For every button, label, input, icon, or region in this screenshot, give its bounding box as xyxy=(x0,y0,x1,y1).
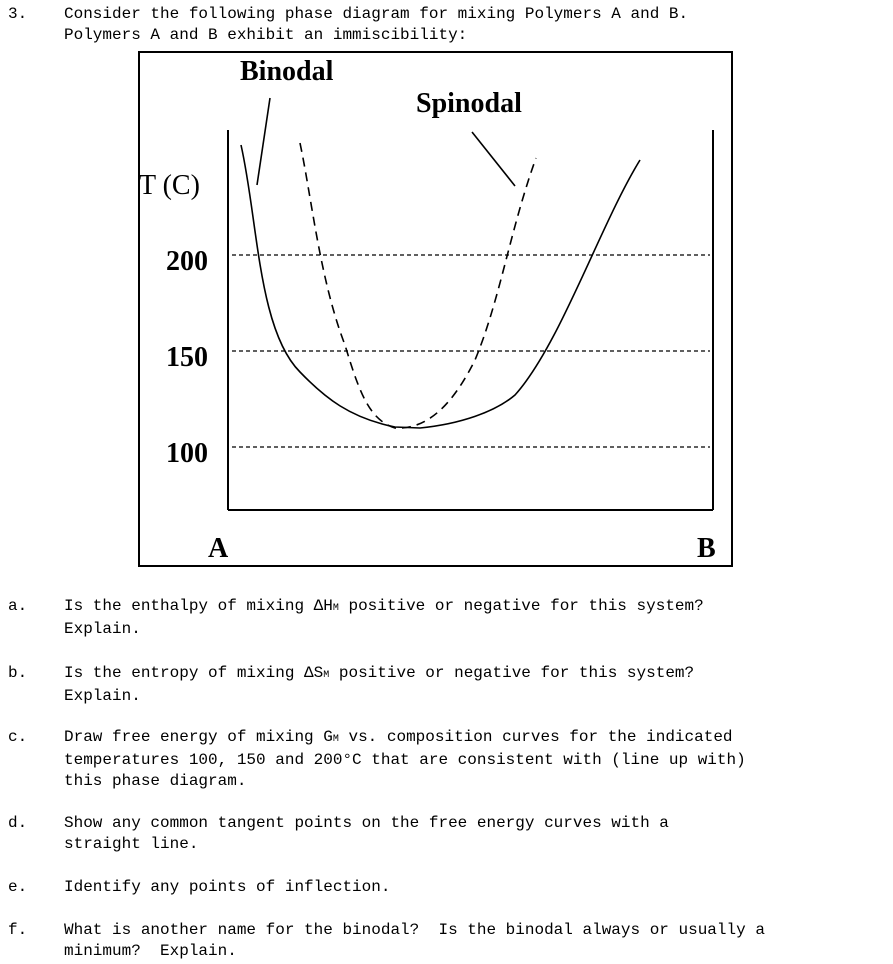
part-c-line3: this phase diagram. xyxy=(64,772,247,790)
part-d-line2: straight line. xyxy=(64,835,199,853)
part-f-text xyxy=(64,920,893,962)
part-d-letter: d. xyxy=(8,814,28,832)
part-b-letter: b. xyxy=(8,664,28,682)
tick-100: 100 xyxy=(166,438,208,469)
part-e-letter: e. xyxy=(8,878,28,896)
tick-150: 150 xyxy=(166,342,208,373)
part-c-letter: c. xyxy=(8,728,28,746)
question-number: 3. xyxy=(8,5,28,23)
part-a-line2: Explain. xyxy=(64,620,141,638)
tick-200: 200 xyxy=(166,246,208,277)
y-axis-label: T (C) xyxy=(139,170,200,201)
part-c-text xyxy=(64,727,893,792)
part-b-subscript: M xyxy=(323,670,330,681)
part-c-line1-pre: Draw free energy of mixing G xyxy=(64,728,333,746)
part-d-line1: Show any common tangent points on the free energy curves with a xyxy=(64,814,669,832)
part-b-line1-post: positive or negative for this system? xyxy=(329,664,695,682)
part-a-line1-pre: Is the enthalpy of mixing ΔH xyxy=(64,597,333,615)
binodal-curve xyxy=(241,145,640,428)
part-c-line1-post: vs. composition curves for the indicated xyxy=(338,728,733,746)
spinodal-label: Spinodal xyxy=(416,88,522,119)
part-a-subscript: M xyxy=(332,603,339,614)
intro-line-1: Consider the following phase diagram for mixing Polymers A and B. xyxy=(64,5,689,23)
binodal-label: Binodal xyxy=(240,56,334,87)
part-c-line2: temperatures 100, 150 and 200°C that are consistent with (line up with) xyxy=(64,751,746,769)
intro-line-2: Polymers A and B exhibit an immiscibility: xyxy=(64,26,468,44)
part-b-line2: Explain. xyxy=(64,687,141,705)
part-a-text xyxy=(64,596,893,640)
binodal-leader xyxy=(257,98,270,185)
part-e-text xyxy=(64,877,893,898)
part-b-text xyxy=(64,663,893,707)
part-f-line2: minimum? Explain. xyxy=(64,942,237,960)
part-a-letter: a. xyxy=(8,597,28,615)
part-f-line1: What is another name for the binodal? Is the binodal always or usually a xyxy=(64,921,765,939)
spinodal-curve xyxy=(300,143,536,428)
part-e-line1: Identify any points of inflection. xyxy=(64,878,391,896)
component-b-label: B xyxy=(697,533,716,564)
part-c-subscript: M xyxy=(332,734,339,745)
part-b-line1-pre: Is the entropy of mixing ΔS xyxy=(64,664,324,682)
part-a-line1-post: positive or negative for this system? xyxy=(338,597,704,615)
component-a-label: A xyxy=(208,533,229,564)
part-d-text xyxy=(64,813,893,855)
spinodal-leader xyxy=(472,132,515,186)
part-f-letter: f. xyxy=(8,921,28,939)
